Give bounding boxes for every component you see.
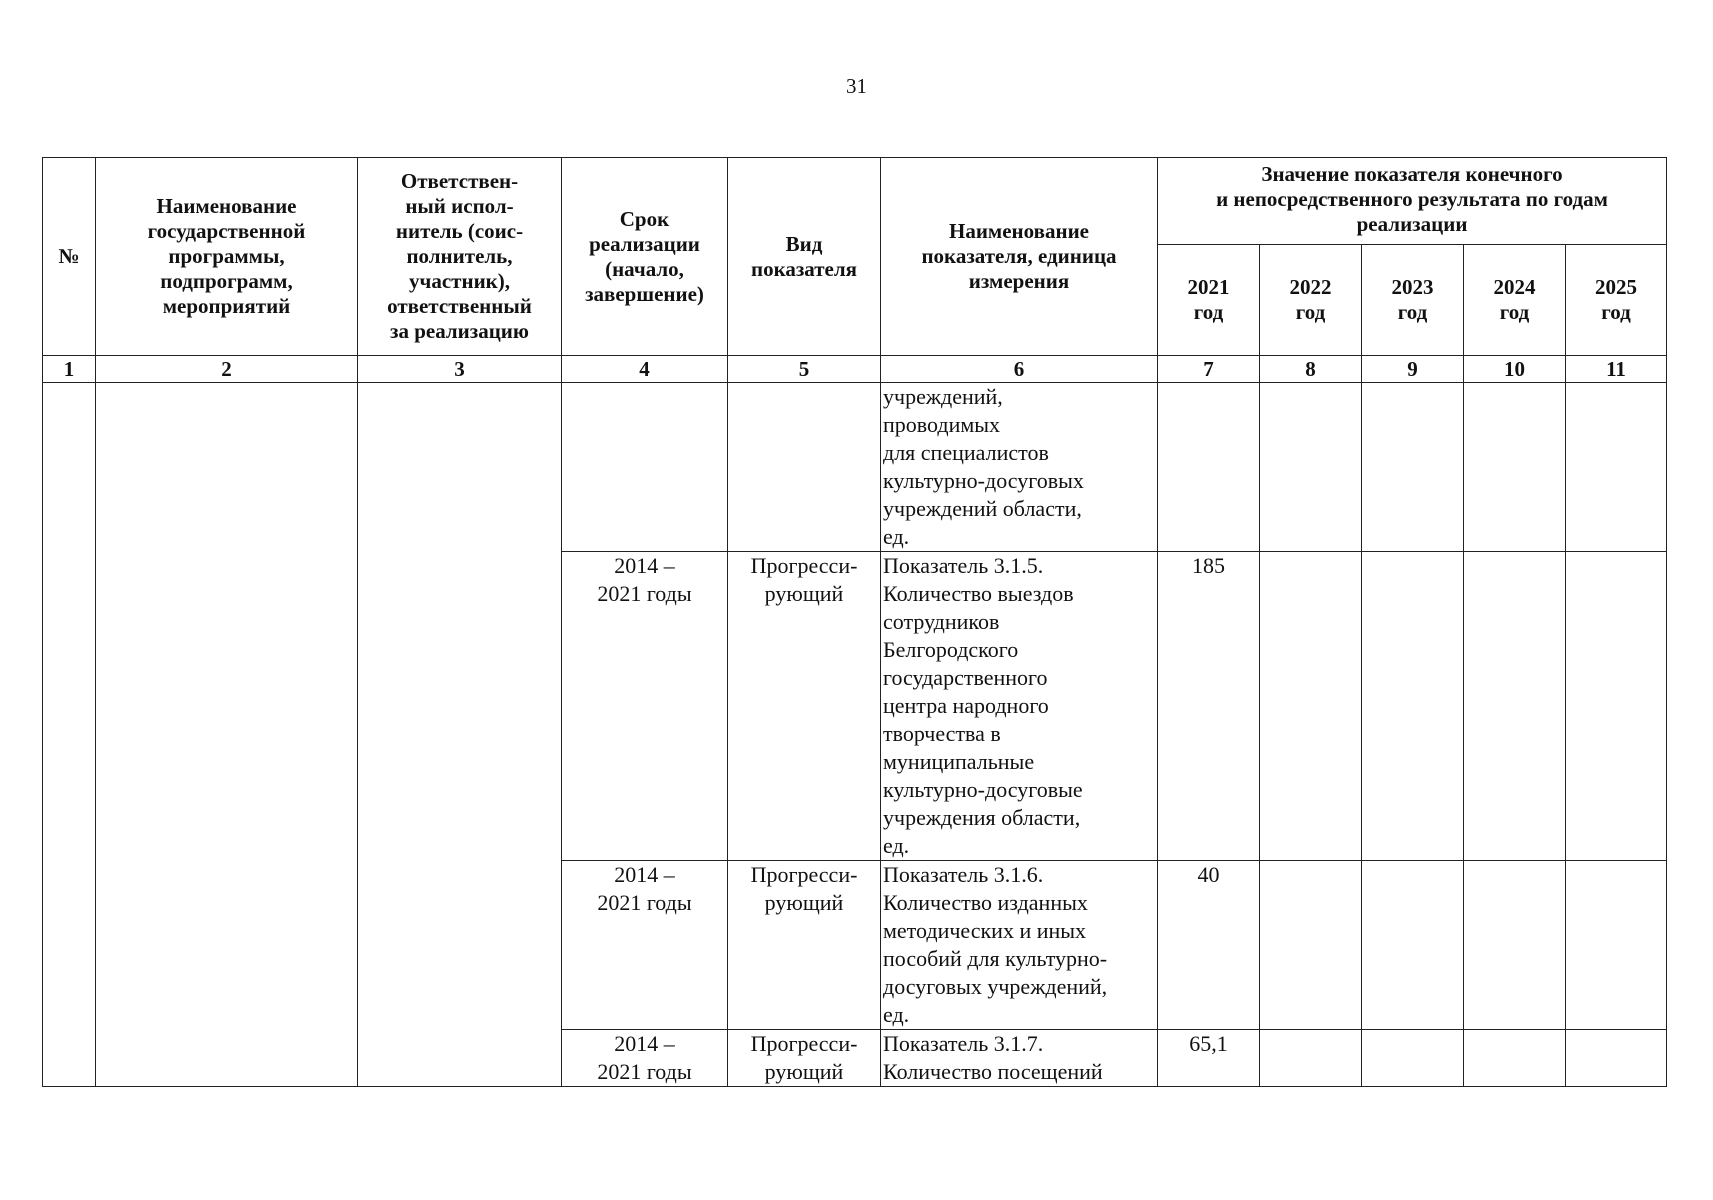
header-program: Наименование государственной программы, подпрограмм, мероприятий [96,158,358,356]
cell-executor [358,383,562,1087]
cell-value-2021 [1158,383,1260,552]
column-number: 1 [43,356,96,383]
header-year-2021: 2021 год [1158,245,1260,356]
cell-kind: Прогресси- рующий [728,552,881,861]
cell-no [43,383,96,1087]
cell-kind: Прогресси- рующий [728,861,881,1030]
cell-value-2021: 185 [1158,552,1260,861]
cell-kind: Прогресси- рующий [728,1030,881,1087]
cell-value-2022 [1260,552,1362,861]
cell-period: 2014 – 2021 годы [562,861,728,1030]
header-period: Срок реализации (начало, завершение) [562,158,728,356]
header-executor: Ответствен- ный испол- нитель (соис- полнитель, участник), ответственный за реализацию [358,158,562,356]
indicators-table [42,157,1667,1087]
column-number: 3 [358,356,562,383]
cell-value-2025 [1566,861,1667,1030]
cell-value-2024 [1464,861,1566,1030]
header-no: № [43,158,96,356]
cell-value-2025 [1566,1030,1667,1087]
header-kind: Вид показателя [728,158,881,356]
cell-value-2022 [1260,861,1362,1030]
cell-value-2022 [1260,383,1362,552]
column-number: 2 [96,356,358,383]
cell-value-2022 [1260,1030,1362,1087]
column-number: 5 [728,356,881,383]
cell-indicator: Показатель 3.1.6. Количество изданных методических и иных пособий для культурно- досуговых учреждений, ед. [881,861,1158,1030]
cell-program [96,383,358,1087]
cell-value-2024 [1464,383,1566,552]
cell-value-2024 [1464,1030,1566,1087]
header-year-2022: 2022 год [1260,245,1362,356]
cell-indicator: Показатель 3.1.7. Количество посещений [881,1030,1158,1087]
cell-value-2025 [1566,552,1667,861]
cell-value-2023 [1362,1030,1464,1087]
column-number: 10 [1464,356,1566,383]
column-number: 8 [1260,356,1362,383]
cell-period: 2014 – 2021 годы [562,552,728,861]
cell-kind [728,383,881,552]
column-number: 9 [1362,356,1464,383]
cell-value-2023 [1362,383,1464,552]
header-indicator: Наименование показателя, единица измерения [881,158,1158,356]
cell-period [562,383,728,552]
header-year-2025: 2025 год [1566,245,1667,356]
column-number: 7 [1158,356,1260,383]
table-row [43,383,1667,552]
cell-value-2023 [1362,552,1464,861]
column-number: 11 [1566,356,1667,383]
page-number: 31 [846,74,867,98]
column-number-row [43,356,1667,383]
cell-value-2021: 65,1 [1158,1030,1260,1087]
column-number: 6 [881,356,1158,383]
cell-value-2021: 40 [1158,861,1260,1030]
cell-value-2024 [1464,552,1566,861]
cell-value-2023 [1362,861,1464,1030]
cell-indicator: Показатель 3.1.5. Количество выездов сотрудников Белгородского государственного центра народного творчества в муниципальные культурно-досуговые учреждения области, ед. [881,552,1158,861]
cell-period: 2014 – 2021 годы [562,1030,728,1087]
header-year-2024: 2024 год [1464,245,1566,356]
column-number: 4 [562,356,728,383]
cell-value-2025 [1566,383,1667,552]
header-values-group: Значение показателя конечного и непосредственного результата по годам реализации [1158,158,1667,245]
cell-indicator: учреждений, проводимых для специалистов культурно-досуговых учреждений области, ед. [881,383,1158,552]
header-year-2023: 2023 год [1362,245,1464,356]
